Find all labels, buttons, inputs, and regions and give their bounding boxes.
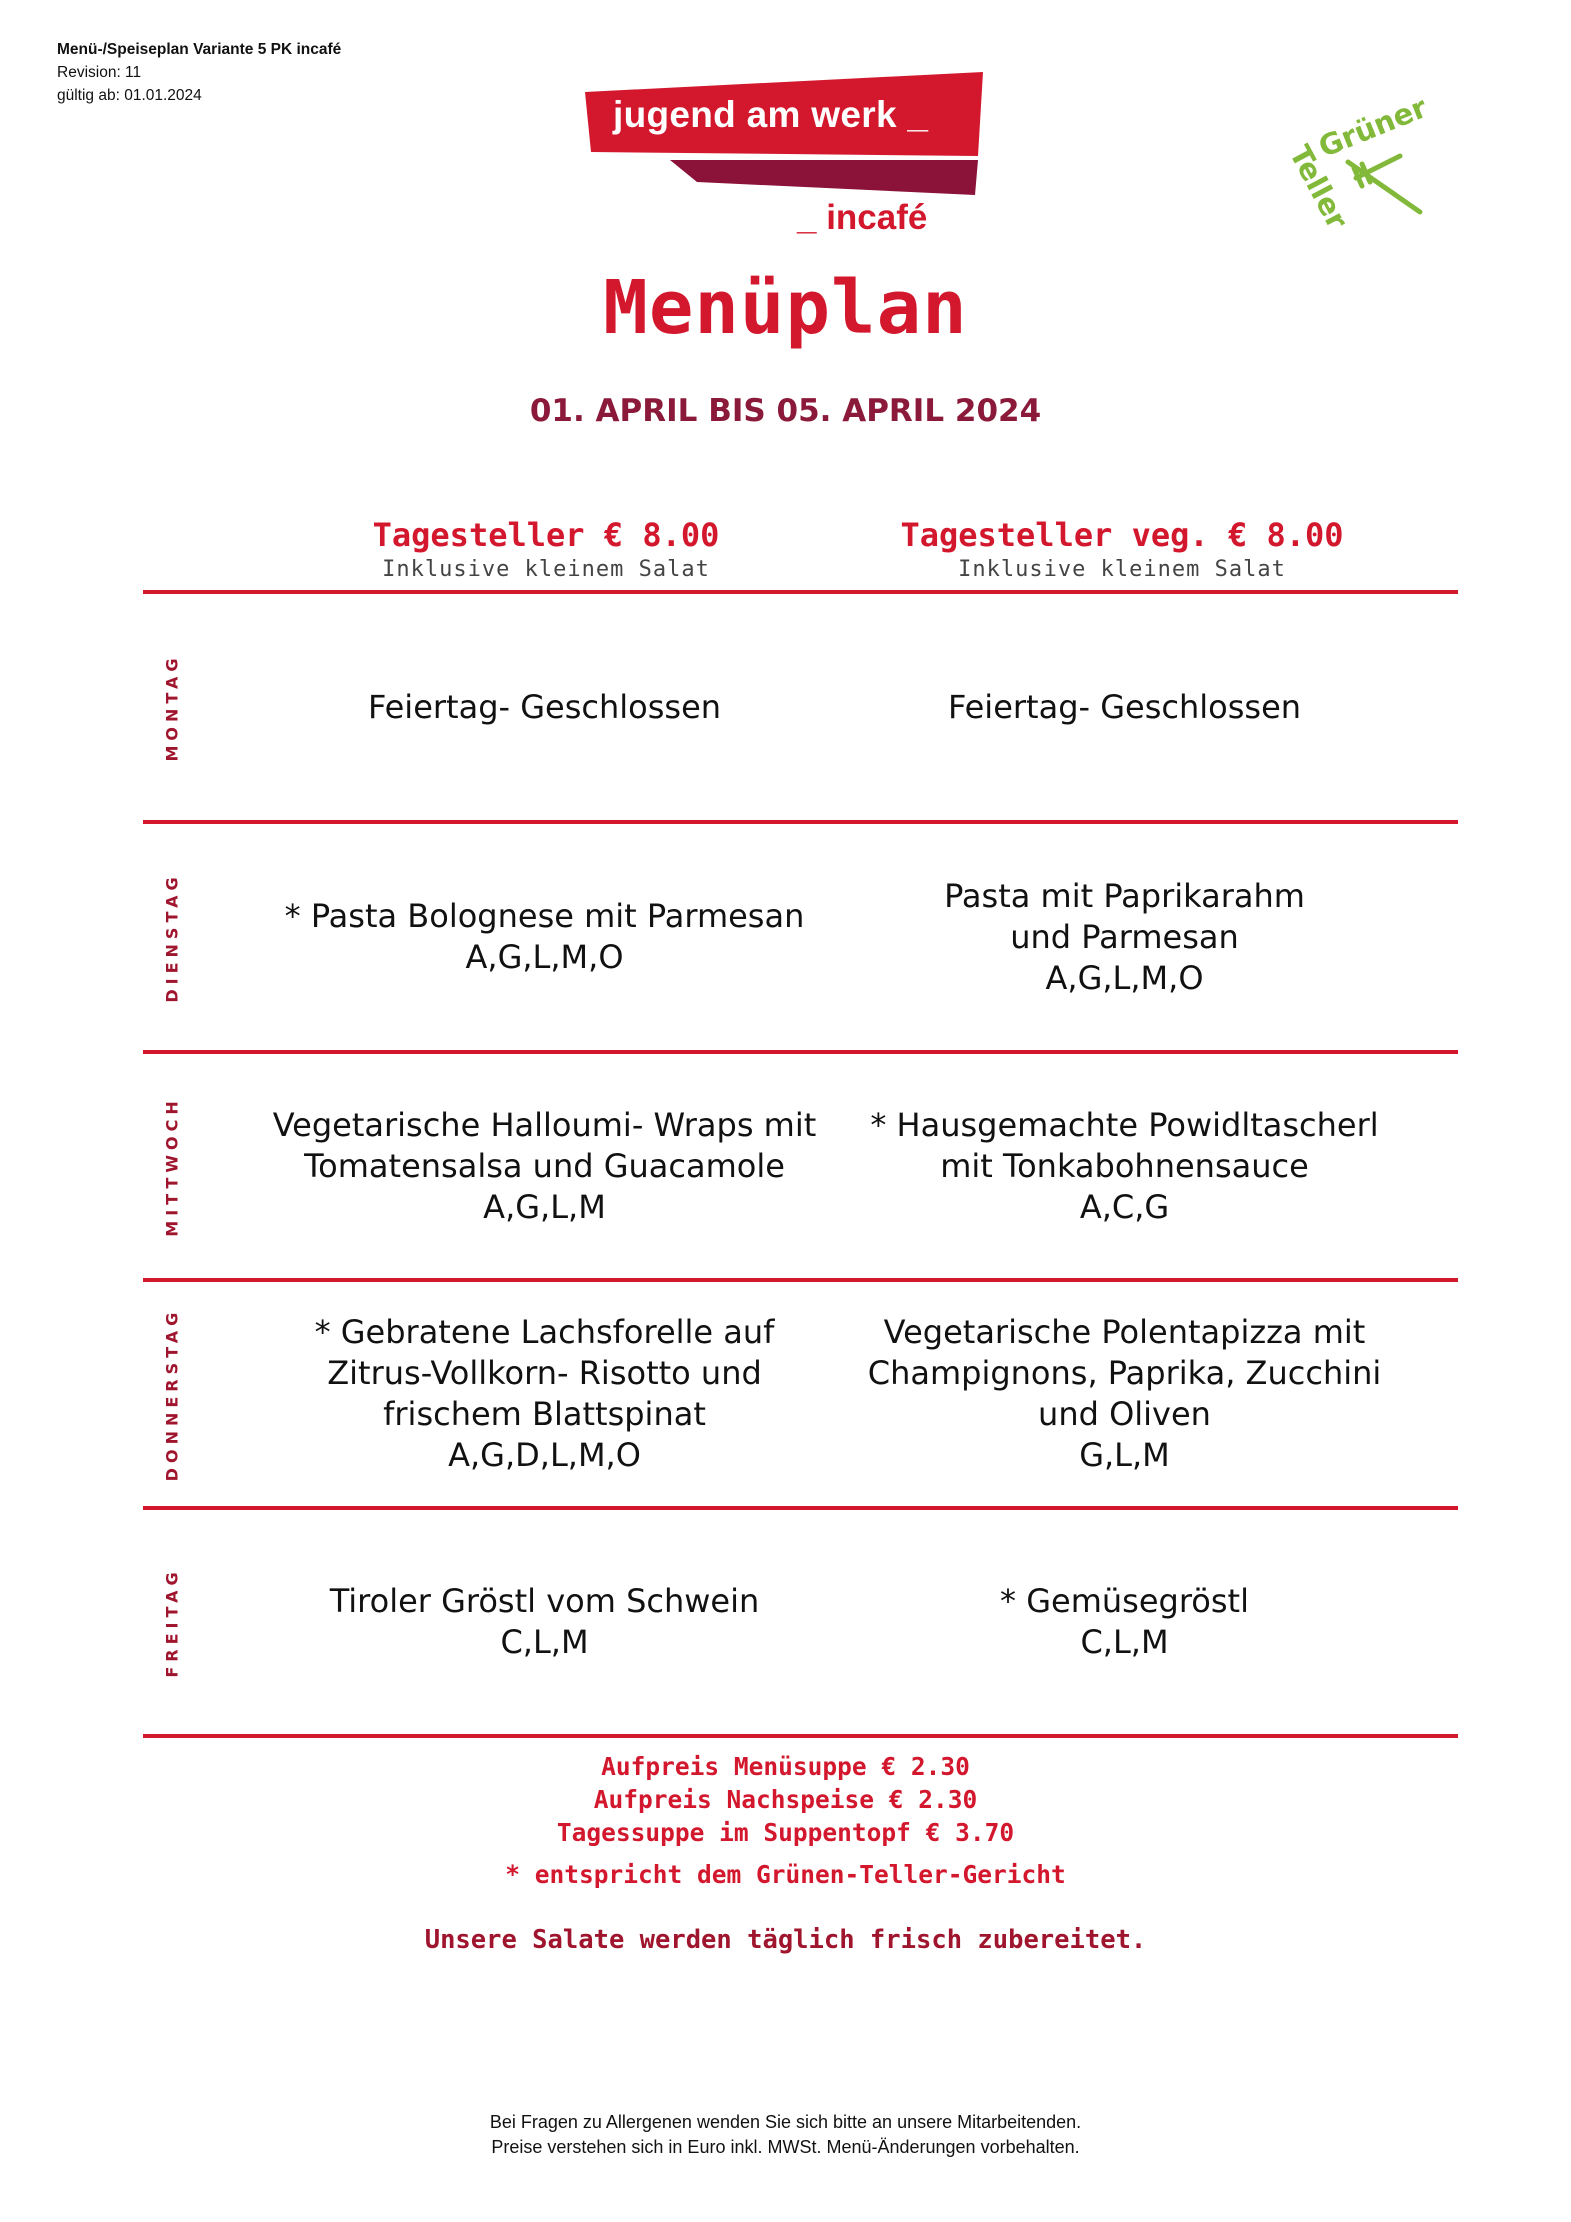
column-header-tagesteller-veg: [842, 516, 1402, 582]
menu-cell-dienstag-veg: [842, 824, 1407, 1050]
day-label-montag: MONTAG: [162, 652, 182, 762]
page-title: Menüplan: [603, 265, 968, 351]
menu-cell-mittwoch-veg: [842, 1054, 1407, 1278]
gruener-teller-badge: [1278, 90, 1438, 235]
footer-price-note: Preise verstehen sich in Euro inkl. MWSt. Menü-Änderungen vorbehalten.: [491, 2137, 1080, 2157]
menu-cell-freitag-tagesteller: [262, 1510, 827, 1734]
date-range: 01. APRIL BIS 05. APRIL 2024: [529, 393, 1042, 429]
dish-name: * Hausgemachte Powidltascherl mit Tonkabohnensauce: [870, 1105, 1379, 1185]
column-subtitle: Inklusive kleinem Salat: [958, 557, 1286, 582]
meta-title: Menü-/Speiseplan Variante 5 PK incafé: [57, 41, 342, 58]
menu-cell-donnerstag-veg: [842, 1282, 1407, 1506]
dish-name: Feiertag- Geschlossen: [367, 687, 722, 726]
dish-name: * Gemüsegröstl: [1000, 1582, 1249, 1620]
surcharge-soup: Aufpreis Menüsuppe € 2.30: [601, 1752, 970, 1781]
dish-name: * Pasta Bolognese mit Parmesan: [284, 897, 805, 935]
dish-name: Pasta mit Paprikarahm und Parmesan: [944, 876, 1305, 956]
column-header-tagesteller: [266, 516, 826, 582]
menu-cell-mittwoch-tagesteller: [262, 1054, 827, 1278]
column-subtitle: Inklusive kleinem Salat: [382, 557, 710, 582]
column-title: Tagesteller veg. € 8.00: [900, 516, 1344, 554]
jugend-am-werk-logo: [585, 70, 995, 248]
allergen-codes: A,G,L,M: [483, 1187, 606, 1226]
menu-cell-dienstag-tagesteller: [262, 824, 827, 1050]
allergen-codes: C,L,M: [1080, 1623, 1169, 1661]
allergen-codes: C,L,M: [500, 1623, 589, 1661]
allergen-codes: G,L,M: [1079, 1436, 1170, 1474]
dish-name: Vegetarische Polentapizza mit Champignons, Paprika, Zucchini und Oliven: [867, 1313, 1382, 1433]
document-meta: [57, 38, 341, 107]
badge-word-gruener: Grüner: [1313, 90, 1432, 164]
dish-name: Vegetarische Halloumi- Wraps mit Tomatensalsa und Guacamole: [272, 1105, 817, 1185]
table-divider: [143, 1734, 1458, 1738]
dish-name: Feiertag- Geschlossen: [947, 687, 1302, 726]
green-plate-note: * entspricht dem Grünen-Teller-Gericht: [505, 1860, 1066, 1889]
allergen-codes: A,C,G: [1079, 1187, 1170, 1226]
meta-valid-from: gültig ab: 01.01.2024: [57, 87, 202, 104]
dish-name: * Gebratene Lachsforelle auf Zitrus-Vollkorn- Risotto und frischem Blattspinat: [314, 1313, 775, 1433]
dish-name: Tiroler Gröstl vom Schwein: [329, 1582, 760, 1620]
badge-word-teller: Teller: [1282, 139, 1355, 235]
salad-note: Unsere Salate werden täglich frisch zubereitet.: [424, 1925, 1147, 1955]
day-label-freitag: FREITAG: [162, 1566, 182, 1678]
allergen-codes: A,G,L,M,O: [1045, 958, 1204, 997]
meta-revision: Revision: 11: [57, 64, 142, 81]
day-label-mittwoch: MITTWOCH: [162, 1095, 182, 1237]
logo-brand-text: jugend am werk _: [613, 94, 929, 135]
footer-allergen-note: Bei Fragen zu Allergenen wenden Sie sich bitte an unsere Mitarbeitenden.: [489, 2112, 1082, 2132]
column-title: Tagesteller € 8.00: [372, 516, 720, 554]
allergen-codes: A,G,L,M,O: [465, 938, 624, 976]
logo-incafe-text: _ incafé: [797, 198, 928, 237]
menu-cell-freitag-veg: [842, 1510, 1407, 1734]
day-label-dienstag: DIENSTAG: [162, 871, 182, 1003]
surcharge-list: [0, 1750, 1571, 1849]
surcharge-dessert: Aufpreis Nachspeise € 2.30: [593, 1785, 978, 1814]
footer-notes: [0, 2110, 1571, 2160]
menu-cell-montag-veg: [842, 594, 1407, 820]
day-label-donnerstag: DONNERSTAG: [162, 1307, 182, 1481]
daily-soup-price: Tagessuppe im Suppentopf € 3.70: [556, 1818, 1015, 1847]
menu-cell-donnerstag-tagesteller: [262, 1282, 827, 1506]
menu-cell-montag-tagesteller: [262, 594, 827, 820]
allergen-codes: A,G,D,L,M,O: [448, 1436, 641, 1474]
